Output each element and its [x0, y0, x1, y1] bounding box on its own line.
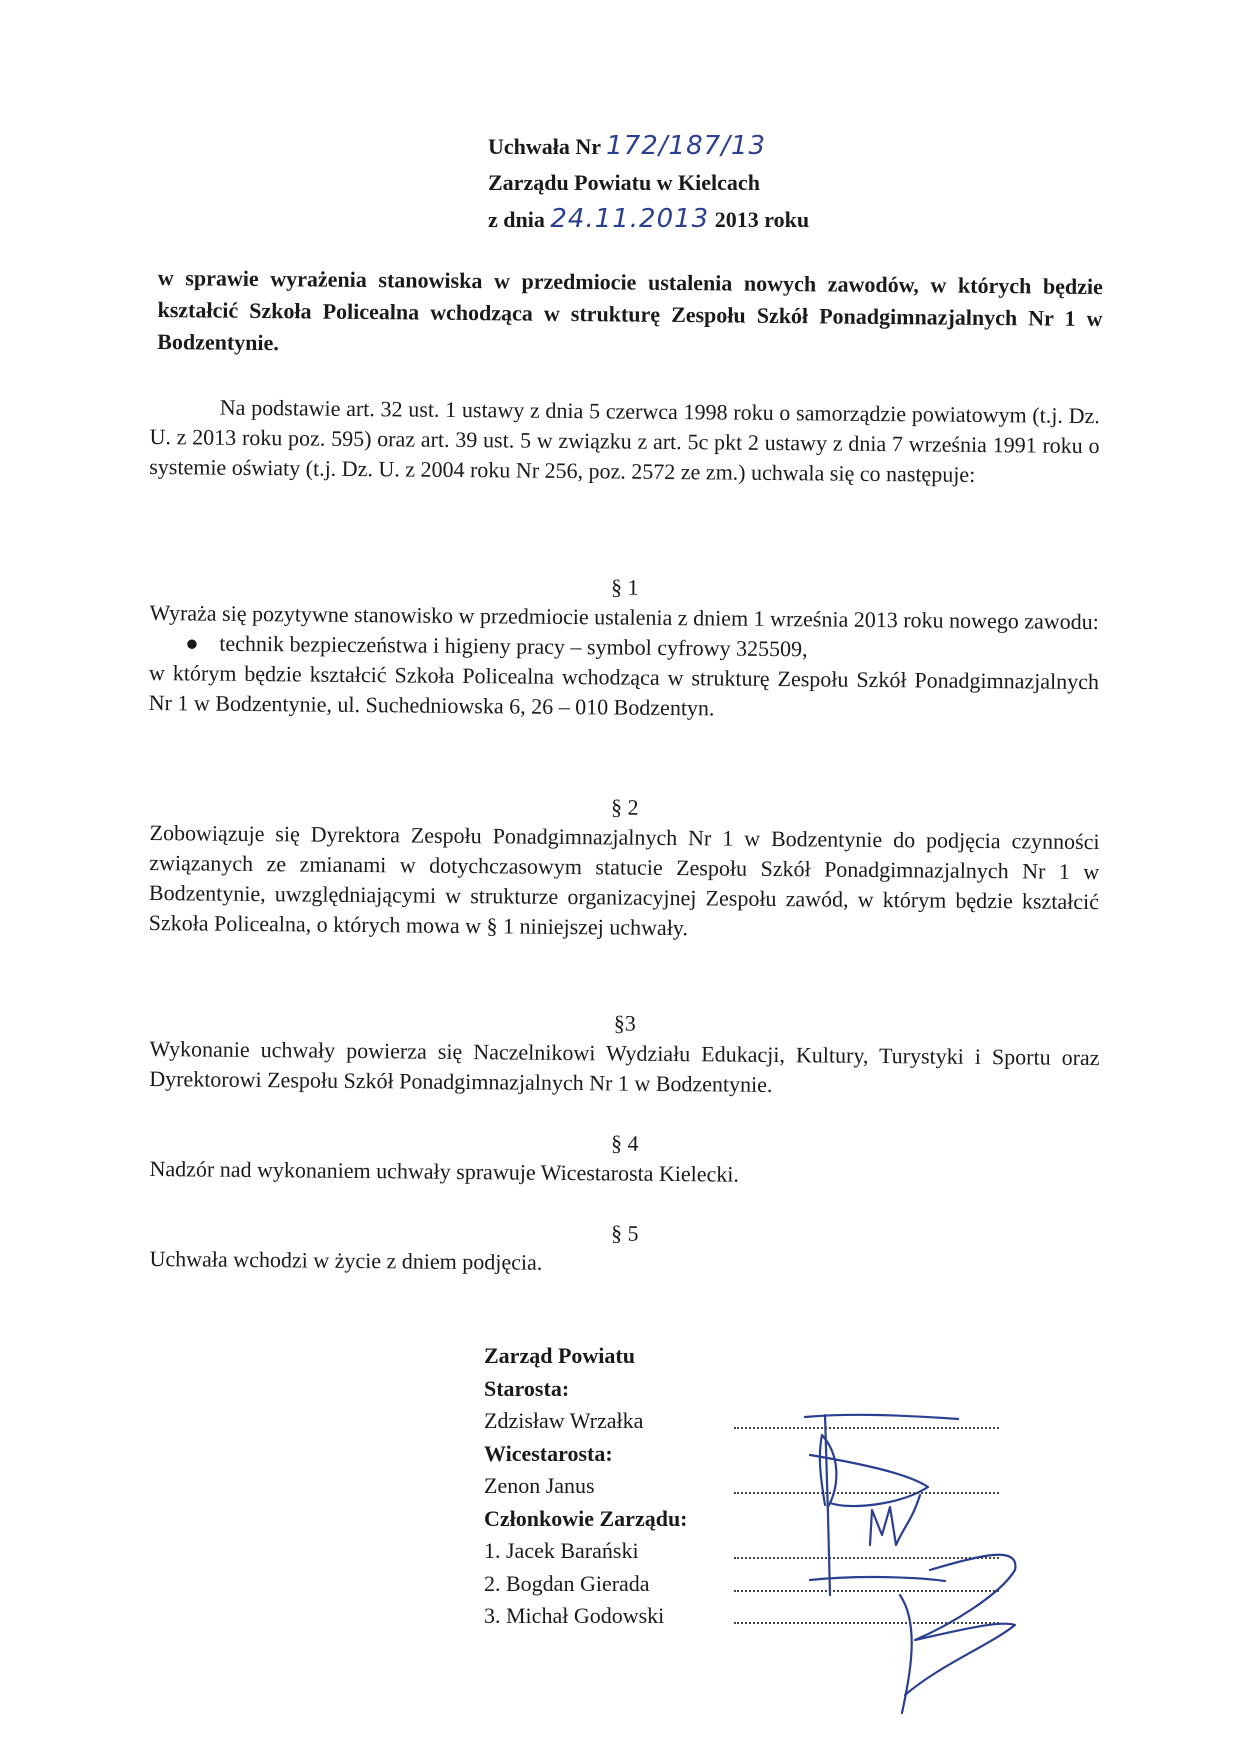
section-2: [149, 788, 1100, 947]
starosta-label: Starosta:: [484, 1375, 570, 1401]
section-1-outro: w którym będzie kształcić Szkoła Policealna wchodząca w strukturę Zespołu Szkół Ponadgimnazjalnych Nr 1 w Bodzentynie, ul. Suchedniowska 6, 26 – 010 Bodzentyn.: [148, 659, 1100, 721]
section-3-heading: §3: [613, 1010, 636, 1036]
member-name: 3. Michał Godowski: [484, 1603, 665, 1628]
section-1-heading: § 1: [610, 574, 639, 600]
signature-row-member-3: [484, 1600, 1044, 1633]
resolution-number-line: [488, 128, 918, 165]
resolution-date-line: [488, 201, 918, 238]
section-2-heading: § 2: [610, 794, 639, 820]
resolution-subject: w sprawie wyrażenia stanowiska w przedmiocie ustalenia nowych zawodów, w których będzie kształcić Szkoła Policealna wchodząca w strukturę Zespołu Szkół Ponadgimnazjalnych Nr 1 w Bodzentynie.: [157, 264, 1103, 356]
section-3: [149, 1004, 1100, 1103]
signature-row-starosta: [484, 1405, 1044, 1438]
board-title: Zarząd Powiatu: [484, 1343, 635, 1368]
signature-line: [734, 1568, 999, 1592]
signature-block: [484, 1340, 1044, 1633]
section-2-text: Zobowiązuje się Dyrektora Zespołu Ponadgimnazjalnych Nr 1 w Bodzentynie do podjęcia czynności związanych ze zmianami w dotychczasowym statucie Zespołu Szkół Ponadgimnazjalnych Nr 1 w Bodzentynie, uwzględniającymi w strukturze organizacyjnej Zespołu zawód, w którym będzie kształcić Szkoła Policealna, o których mowa w § 1 niniejszej uchwały.: [148, 819, 1100, 941]
date-handwritten: 24.11.2013: [550, 204, 710, 234]
signature-line: [734, 1405, 999, 1429]
date-suffix: 2013 roku: [709, 207, 810, 232]
section-1-intro: Wyraża się pozytywne stanowisko w przedmiocie ustalenia z dniem 1 września 2013 roku nowego zawodu:: [149, 599, 1099, 635]
section-5: [149, 1214, 1100, 1283]
signature-row-member-1: [484, 1535, 1044, 1568]
signature-row-wicestarosta: [484, 1470, 1044, 1503]
wicestarosta-label: Wicestarosta:: [484, 1440, 613, 1466]
resolution-header: [488, 128, 918, 238]
resolution-number-handwritten: 172/187/13: [606, 131, 767, 161]
section-3-text: Wykonanie uchwały powierza się Naczelnikowi Wydziału Edukacji, Kultury, Turystyki i Sportu oraz Dyrektorowi Zespołu Szkół Ponadgimnazjalnych Nr 1 w Bodzentynie.: [149, 1035, 1100, 1097]
date-prefix: z dnia: [488, 207, 551, 232]
signature-line: [734, 1470, 999, 1494]
members-label: Członkowie Zarządu:: [484, 1505, 688, 1531]
bullet-icon: ●: [185, 630, 199, 656]
section-1: [149, 568, 1100, 727]
issuing-body: Zarządu Powiatu w Kielcach: [488, 170, 760, 195]
preamble: Na podstawie art. 32 ust. 1 ustawy z dnia 5 czerwca 1998 roku o samorządzie powiatowym (t.j. Dz. U. z 2013 roku poz. 595) oraz art. 39 ust. 5 w związku z art. 5c pkt 2 ustawy z dnia 7 września 1991 roku o systemie oświaty (t.j. Dz. U. z 2004 roku Nr 256, poz. 2572 ze zm.) uchwala się co następuje:: [149, 394, 1100, 487]
section-4-text: Nadzór nad wykonaniem uchwały sprawuje Wicestarosta Kielecki.: [149, 1155, 740, 1187]
section-4: [149, 1124, 1100, 1193]
section-4-heading: § 4: [610, 1130, 639, 1156]
starosta-name: Zdzisław Wrzałka: [484, 1408, 644, 1433]
resolution-number-label: Uchwała Nr: [488, 134, 607, 159]
section-5-heading: § 5: [610, 1220, 639, 1246]
signature-row-member-2: [484, 1568, 1044, 1601]
section-1-bullet-text: technik bezpieczeństwa i higieny pracy – symbol cyfrowy 325509,: [219, 630, 808, 662]
wicestarosta-name: Zenon Janus: [484, 1473, 595, 1498]
member-name: 1. Jacek Barański: [484, 1538, 639, 1563]
signature-line: [734, 1535, 999, 1559]
member-name: 2. Bogdan Gierada: [484, 1570, 650, 1596]
signature-line: [734, 1600, 999, 1624]
section-5-text: Uchwała wchodzi w życie z dniem podjęcia.: [149, 1245, 543, 1275]
